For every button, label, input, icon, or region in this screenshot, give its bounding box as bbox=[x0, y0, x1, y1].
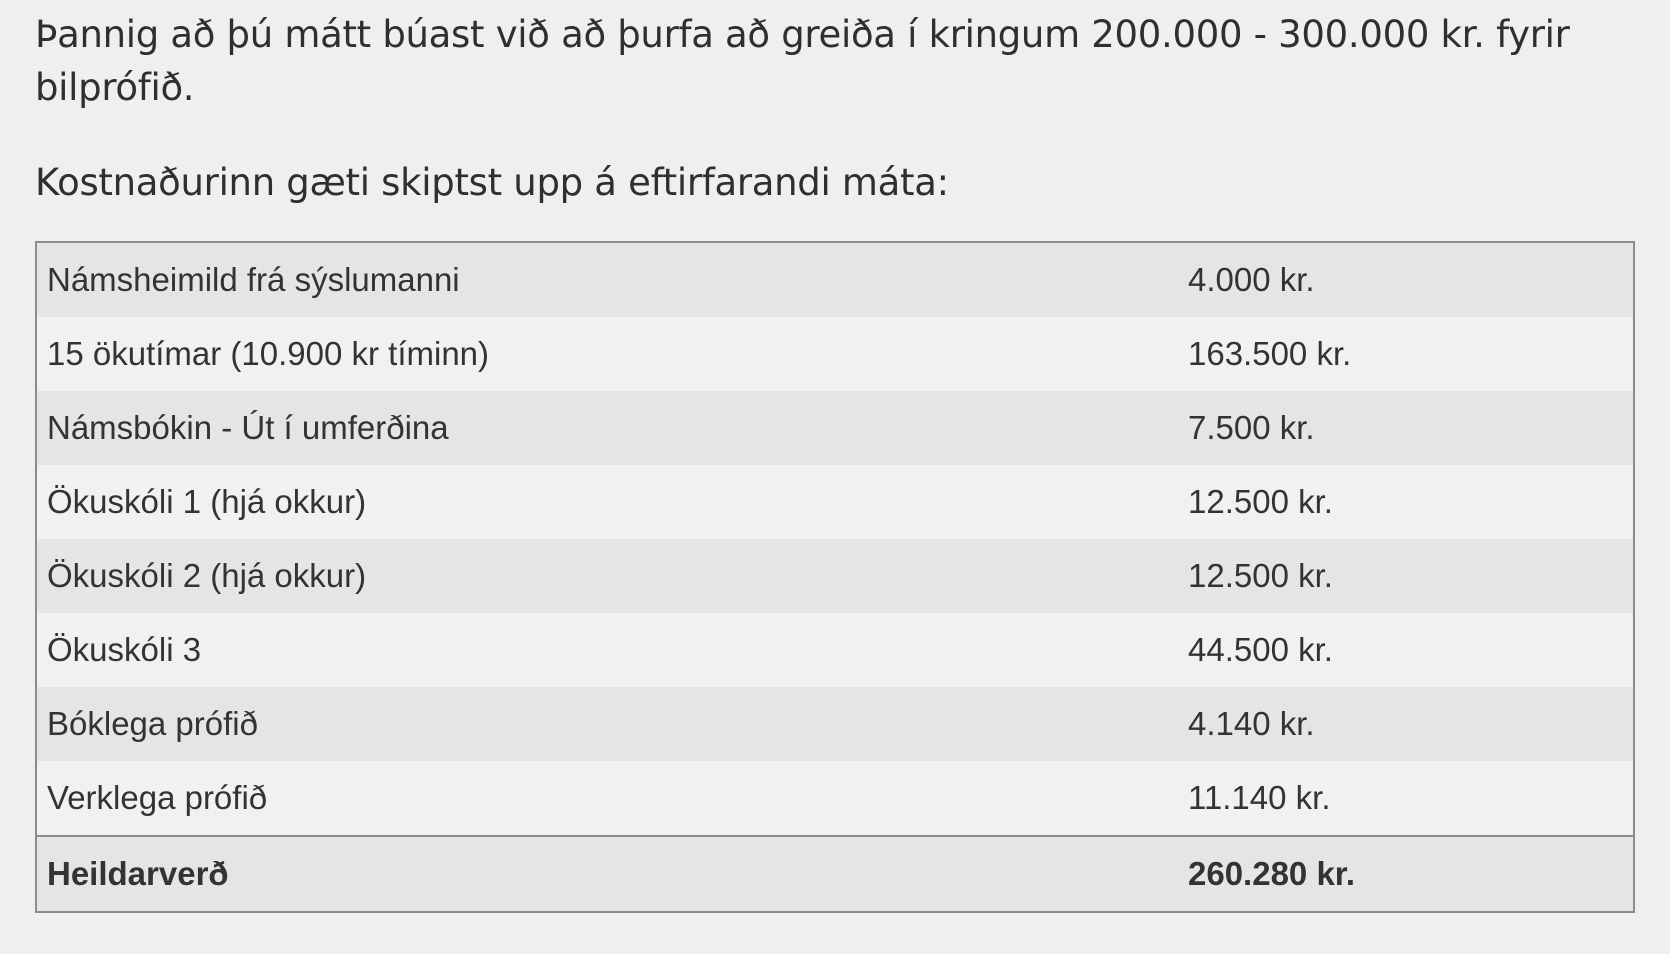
table-row bbox=[36, 613, 1634, 687]
cost-item-label: Bóklega prófið bbox=[36, 687, 1178, 761]
cost-item-price: 7.500 kr. bbox=[1178, 391, 1634, 465]
table-row bbox=[36, 317, 1634, 391]
cost-lead-paragraph: Kostnaðurinn gæti skiptst upp á eftirfarandi máta: bbox=[35, 161, 949, 204]
cost-item-price: 12.500 kr. bbox=[1178, 465, 1634, 539]
cost-item-label: Ökuskóli 2 (hjá okkur) bbox=[36, 539, 1178, 613]
cost-table bbox=[35, 241, 1635, 913]
cost-item-label: Námsbókin - Út í umferðina bbox=[36, 391, 1178, 465]
cost-item-price: 163.500 kr. bbox=[1178, 317, 1634, 391]
cost-item-price: 11.140 kr. bbox=[1178, 761, 1634, 836]
total-price: 260.280 kr. bbox=[1178, 836, 1634, 912]
cost-item-label: 15 ökutímar (10.900 kr tíminn) bbox=[36, 317, 1178, 391]
table-row bbox=[36, 391, 1634, 465]
cost-item-price: 4.000 kr. bbox=[1178, 242, 1634, 317]
cost-item-price: 44.500 kr. bbox=[1178, 613, 1634, 687]
table-row bbox=[36, 761, 1634, 836]
intro-paragraph: Þannig að þú mátt búast við að þurfa að greiða í kringum 200.000 - 300.000 kr. fyrir bilprófið. bbox=[35, 13, 1570, 109]
cost-item-label: Verklega prófið bbox=[36, 761, 1178, 836]
table-row bbox=[36, 687, 1634, 761]
cost-item-label: Ökuskóli 1 (hjá okkur) bbox=[36, 465, 1178, 539]
total-row bbox=[36, 836, 1634, 912]
total-label: Heildarverð bbox=[36, 836, 1178, 912]
table-row bbox=[36, 539, 1634, 613]
table-row bbox=[36, 465, 1634, 539]
cost-item-label: Ökuskóli 3 bbox=[36, 613, 1178, 687]
cost-item-label: Námsheimild frá sýslumanni bbox=[36, 242, 1178, 317]
cost-item-price: 4.140 kr. bbox=[1178, 687, 1634, 761]
table-row bbox=[36, 242, 1634, 317]
cost-item-price: 12.500 kr. bbox=[1178, 539, 1634, 613]
